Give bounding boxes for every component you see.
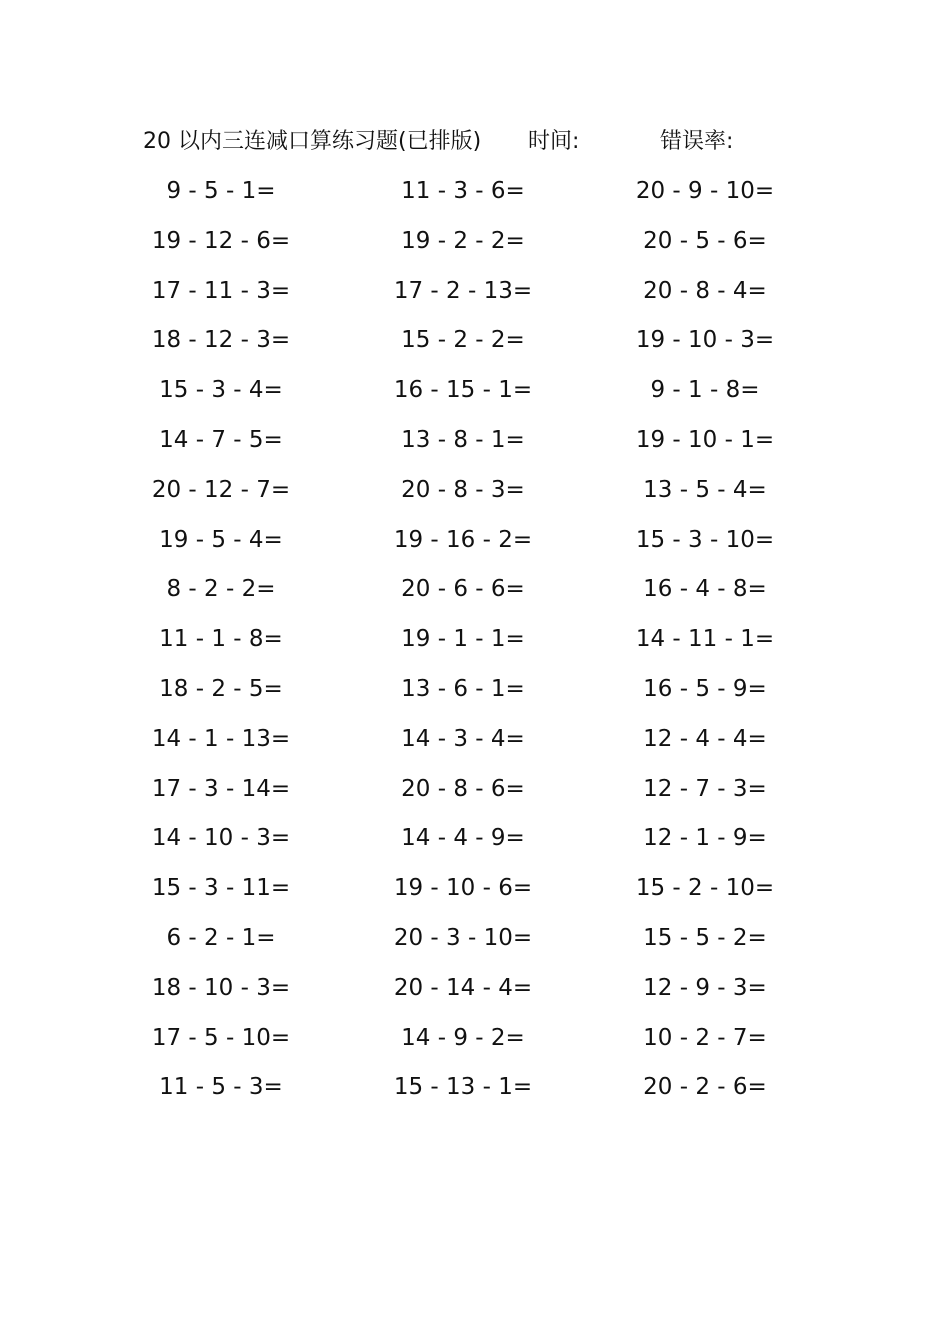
problem-item: 20 - 5 - 6= [643,228,767,254]
problem-item: 16 - 15 - 1= [393,377,533,403]
problem-item: 11 - 3 - 6= [401,178,525,204]
problem-item: 20 - 3 - 10= [393,925,533,951]
problem-item: 16 - 4 - 8= [643,576,767,602]
problem-item: 18 - 2 - 5= [159,676,283,702]
problem-item: 19 - 10 - 3= [635,327,775,353]
problem-item: 14 - 9 - 2= [401,1025,525,1051]
problem-item: 20 - 12 - 7= [151,477,291,503]
error-rate-label: 错误率: [660,129,734,154]
problem-item: 18 - 12 - 3= [151,327,291,353]
problem-item: 15 - 2 - 10= [635,875,775,901]
problem-item: 20 - 6 - 6= [401,576,525,602]
problem-item: 17 - 11 - 3= [151,278,291,304]
problem-item: 20 - 2 - 6= [643,1074,767,1100]
problem-item: 17 - 5 - 10= [151,1025,291,1051]
problem-item: 14 - 4 - 9= [401,825,525,851]
problem-item: 14 - 7 - 5= [159,427,283,453]
problem-item: 15 - 5 - 2= [643,925,767,951]
problem-item: 9 - 1 - 8= [650,377,760,403]
problem-item: 16 - 5 - 9= [643,676,767,702]
problem-item: 12 - 7 - 3= [643,776,767,802]
problem-item: 19 - 12 - 6= [151,228,291,254]
problem-item: 19 - 10 - 6= [393,875,533,901]
problem-item: 15 - 3 - 10= [635,527,775,553]
problem-item: 19 - 16 - 2= [393,527,533,553]
problem-item: 15 - 13 - 1= [393,1074,533,1100]
worksheet-title: 20 以内三连减口算练习题(已排版) [143,129,482,154]
problem-item: 19 - 2 - 2= [401,228,525,254]
problem-item: 20 - 8 - 6= [401,776,525,802]
problem-item: 19 - 5 - 4= [159,527,283,553]
problem-item: 11 - 1 - 8= [159,626,283,652]
problem-item: 17 - 2 - 13= [393,278,533,304]
problem-item: 13 - 8 - 1= [401,427,525,453]
problem-item: 20 - 14 - 4= [393,975,533,1001]
problem-item: 11 - 5 - 3= [159,1074,283,1100]
problem-item: 9 - 5 - 1= [166,178,276,204]
problem-item: 20 - 8 - 4= [643,278,767,304]
problem-item: 6 - 2 - 1= [166,925,276,951]
problem-item: 12 - 9 - 3= [643,975,767,1001]
problem-item: 14 - 3 - 4= [401,726,525,752]
problem-item: 15 - 3 - 4= [159,377,283,403]
time-label: 时间: [528,129,580,154]
problem-item: 20 - 8 - 3= [401,477,525,503]
problem-item: 12 - 4 - 4= [643,726,767,752]
problem-item: 14 - 10 - 3= [151,825,291,851]
problem-item: 15 - 2 - 2= [401,327,525,353]
problem-item: 20 - 9 - 10= [635,178,775,204]
problem-item: 10 - 2 - 7= [643,1025,767,1051]
problem-item: 14 - 11 - 1= [635,626,775,652]
problem-item: 13 - 5 - 4= [643,477,767,503]
problem-item: 12 - 1 - 9= [643,825,767,851]
problem-item: 19 - 10 - 1= [635,427,775,453]
problem-item: 15 - 3 - 11= [151,875,291,901]
problem-item: 19 - 1 - 1= [401,626,525,652]
problem-item: 13 - 6 - 1= [401,676,525,702]
problem-item: 14 - 1 - 13= [151,726,291,752]
problem-item: 18 - 10 - 3= [151,975,291,1001]
problem-item: 17 - 3 - 14= [151,776,291,802]
problem-item: 8 - 2 - 2= [166,576,276,602]
